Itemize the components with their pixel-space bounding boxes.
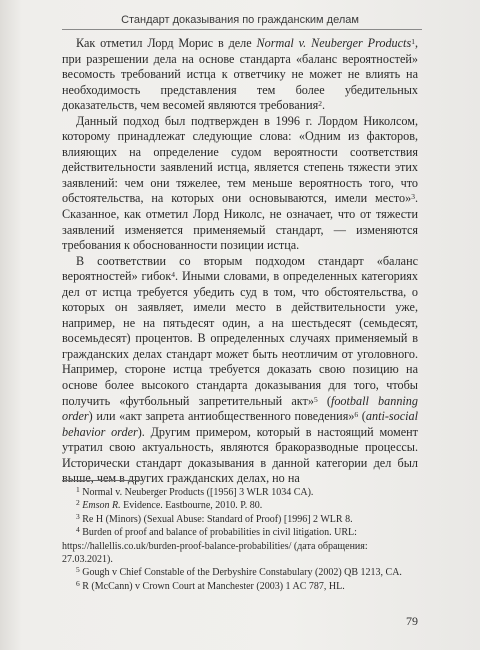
footnotes	[62, 486, 418, 593]
footnote-rule	[62, 480, 144, 481]
footnote-6: $^6$ R (McCann) v Crown Court at Manchester (2003) 1 AC 787, HL.	[76, 578, 345, 592]
footnote-2: $^2$ Emson R. Evidence. Eastbourne, 2010. P. 80.	[76, 498, 263, 512]
footnote-ref-2[interactable]: 2	[318, 99, 323, 109]
paragraph-2: Данный подход был подтвержден в 1996 г. Лордом Николсом, которому принадлежат следующие слова: «Одним из факторов, влияющих на определение судом вероятности соответствия действительности заявлений истца, является степень тяжести этих заявлений: чем они тяжелее, тем меньше вероятность того, что обстоятельства, на которых они основываются, имели место»$^3$. Сказанное, как отметил Лорд Николс, не означает, что от тяжести заявлений изменяется применяемый стандарт, — изменяются требования к обоснованности позиции истца.	[62, 113, 418, 253]
footnote-ref-5[interactable]: 5	[313, 394, 318, 404]
page-number: 79	[406, 614, 418, 628]
footnote-5: $^5$ Gough v Chief Constable of the Derbyshire Constabulary (2002) QB 1213, CA.	[76, 565, 402, 579]
footnote-ref-6[interactable]: 6	[354, 410, 359, 420]
english-term: football banning order	[62, 393, 418, 424]
case-title: Normal v. Neuberger Products	[256, 36, 412, 50]
header-rule	[62, 29, 422, 30]
paragraph-3: В соответствии со вторым подходом стандарт «баланс вероятностей» гибок$^4$. Иными словами, в определенных категориях дел от истца требуется убедить суд в том, что обстоятельства, о которых он заявляет, имели место в действительности уже, например, не на пятьдесят один, а на шестьдесят (семьдесят, восемьдесят) процентов. В определенных случаях применяемый в гражданских делах стандарт может быть неотличим от уголовного. Например, стороне истца требуется доказать свою позицию на основе более высокого стандарта доказывания для того, чтобы получить «футбольный запретительный акт»$^5$ (football banning order) или «акт запрета антиобщественного поведения»$^6$ (anti-social behavior order). Другим примером, который в настоящий момент утратил свою актуальность, являются бракоразводные процессы. Исторически стандарт доказывания в данной категории дел был выше, чем в других гражданских делах, но на	[62, 253, 419, 486]
paragraph-1: Как отметил Лорд Морис в деле Normal v. Neuberger Products$^1$, при разрешении дела на основе стандарта «баланс вероятностей» весомость требований истца к ответчику не может не влиять на необходимость представления тем более убедительных доказательств, чем весомей являются требования$^2$.	[62, 36, 418, 113]
footnote-4: $^4$ Burden of proof and balance of probabilities in civil litigation. URL: https://hallellis.co.uk/burden-proof-balance-probabilities/ (дата обращения: 27.03.2021).	[62, 525, 368, 566]
footnote-ref-1[interactable]: 1	[411, 37, 415, 46]
footnote-1: $^1$ Normal v. Neuberger Products ([1956] 3 WLR 1034 CA).	[76, 485, 314, 498]
footnote-url-text[interactable]: Burden of proof and balance of probabilities in civil litigation. URL: https://hallellis.co.uk/burden-proof-balance-probabilities/ (дата обращения: 27.03.2021).	[62, 527, 368, 566]
footnote-ref-3[interactable]: 3	[411, 192, 415, 202]
body-text	[62, 36, 418, 487]
footnote-3: $^3$ Re H (Minors) (Sexual Abuse: Standard of Proof) [1996] 2 WLR 8.	[76, 511, 353, 525]
footnote-ref-4[interactable]: 4	[171, 270, 176, 280]
running-head: Стандарт доказывания по гражданским делам	[121, 14, 359, 26]
english-term: anti-social behavior order	[62, 409, 419, 439]
